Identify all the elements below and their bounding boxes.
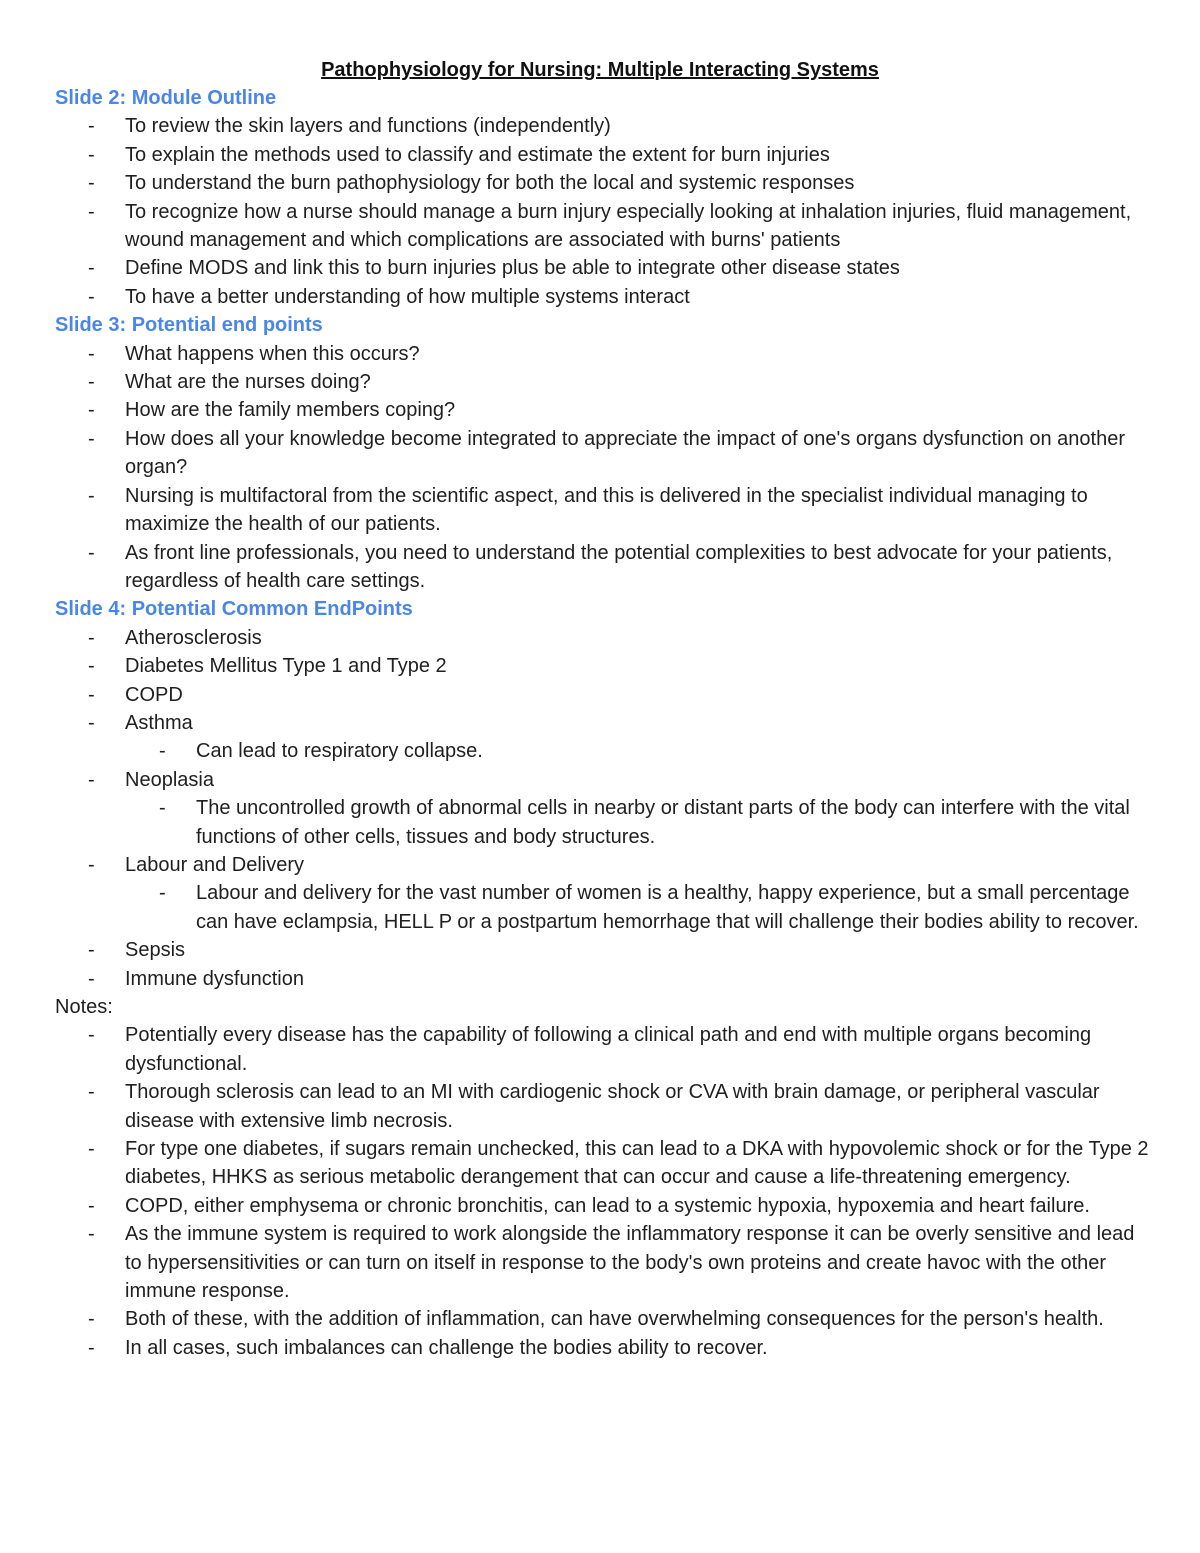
sub-list-item-text: Labour and delivery for the vast number of women is a healthy, happy experience, but a small percentage can have eclampsia, HELL P or a postpartum hemorrhage that will challenge their bodies ability to recover. — [196, 882, 1139, 933]
notes-list — [55, 1021, 1155, 1362]
list-item — [55, 425, 1155, 482]
section-slide-4 — [55, 595, 1155, 993]
list-item-text: Diabetes Mellitus Type 1 and Type 2 — [125, 655, 447, 678]
slide-3-heading: Slide 3: Potential end points — [55, 314, 323, 337]
list-item-text: How does all your knowledge become integrated to appreciate the impact of one's organs dysfunction on another organ? — [125, 427, 1125, 479]
bullet-dash: - — [88, 1024, 95, 1047]
bullet-dash: - — [88, 484, 95, 507]
list-item — [55, 1192, 1155, 1220]
list-item-text: What happens when this occurs? — [125, 342, 420, 365]
list-item-text: COPD — [125, 683, 183, 706]
list-item — [55, 112, 1155, 140]
bullet-dash: - — [88, 371, 95, 394]
bullet-dash: - — [88, 541, 95, 564]
list-item-text: Labour and Delivery — [125, 853, 304, 876]
section-notes — [55, 993, 1155, 1362]
list-item-text: Sepsis — [125, 939, 186, 962]
list-item — [55, 1135, 1155, 1192]
list-item — [55, 965, 1155, 993]
slide-2-heading: Slide 2: Module Outline — [55, 87, 277, 109]
list-item-text: Nursing is multifactoral from the scientific aspect, and this is delivered in the specialist individual managing to maximize the health of our patients. — [125, 484, 1088, 536]
bullet-dash: - — [88, 967, 95, 990]
list-item — [55, 709, 1155, 766]
section-slide-3 — [55, 311, 1155, 595]
list-item-text: Both of these, with the addition of inflammation, can have overwhelming consequences for the person's health. — [125, 1308, 1104, 1331]
list-item — [55, 368, 1155, 396]
list-item — [55, 766, 1155, 851]
bullet-dash: - — [88, 342, 95, 365]
list-item-text: Atherosclerosis — [125, 626, 262, 649]
list-item — [55, 1220, 1155, 1305]
list-item — [55, 1334, 1155, 1362]
sub-list-item — [125, 879, 1155, 936]
list-item-text: To have a better understanding of how multiple systems interact — [125, 285, 690, 308]
list-item-text: As front line professionals, you need to understand the potential complexities to best advocate for your patients, regardless of health care settings. — [125, 541, 1113, 592]
list-item-text: To review the skin layers and functions (independently) — [125, 115, 611, 138]
list-item — [55, 169, 1155, 197]
sub-list — [125, 737, 1155, 765]
section-slide-2 — [55, 84, 1155, 311]
bullet-dash: - — [88, 626, 95, 649]
list-item — [55, 340, 1155, 368]
list-item — [55, 1078, 1155, 1135]
bullet-dash: - — [88, 1308, 95, 1331]
list-item — [55, 396, 1155, 424]
bullet-dash: - — [88, 655, 95, 678]
bullet-dash: - — [88, 768, 95, 791]
document-title: Pathophysiology for Nursing: Multiple Interacting Systems — [321, 59, 879, 81]
list-item — [55, 539, 1155, 596]
list-item-text: Define MODS and link this to burn injuries plus be able to integrate other disease states — [125, 257, 900, 280]
sub-list-item-text: Can lead to respiratory collapse. — [196, 740, 483, 763]
sub-list-item — [125, 794, 1155, 851]
document-body — [55, 84, 1155, 1362]
notes-label: Notes: — [55, 996, 113, 1018]
bullet-dash: - — [88, 285, 95, 308]
list-item-text: COPD, either emphysema or chronic bronchitis, can lead to a systemic hypoxia, hypoxemia and heart failure. — [125, 1194, 1090, 1217]
bullet-dash: - — [159, 797, 166, 820]
list-item-text: What are the nurses doing? — [125, 371, 371, 394]
bullet-dash: - — [159, 740, 166, 763]
list-item — [55, 1305, 1155, 1333]
list-item-text: As the immune system is required to work alongside the inflammatory response it can be overly sensitive and lead to hypersensitivities or can turn on itself in response to the body's own proteins and create havoc with the other immune response. — [125, 1223, 1135, 1303]
list-item-text: Asthma — [125, 711, 193, 734]
bullet-dash: - — [88, 257, 95, 280]
bullet-dash: - — [88, 853, 95, 876]
bullet-dash: - — [88, 200, 95, 223]
list-item — [55, 141, 1155, 169]
slide-3-list — [55, 340, 1155, 596]
bullet-dash: - — [88, 143, 95, 166]
sub-list — [125, 879, 1155, 936]
list-item — [55, 283, 1155, 311]
list-item-text: Immune dysfunction — [125, 967, 304, 990]
bullet-dash: - — [88, 711, 95, 734]
list-item-text: To understand the burn pathophysiology for both the local and systemic responses — [125, 172, 855, 195]
list-item-text: Neoplasia — [125, 768, 214, 791]
list-item — [55, 851, 1155, 936]
bullet-dash: - — [159, 882, 166, 905]
list-item — [55, 198, 1155, 255]
slide-4-heading: Slide 4: Potential Common EndPoints — [55, 598, 413, 621]
sub-list-item-text: The uncontrolled growth of abnormal cells in nearby or distant parts of the body can interfere with the vital functions of other cells, tissues and body structures. — [196, 797, 1130, 848]
bullet-dash: - — [88, 399, 95, 422]
bullet-dash: - — [88, 939, 95, 962]
list-item-text: Thorough sclerosis can lead to an MI with cardiogenic shock or CVA with brain damage, or peripheral vascular disease with extensive limb necrosis. — [125, 1081, 1100, 1132]
sub-list-item — [125, 737, 1155, 765]
list-item-text: To explain the methods used to classify and estimate the extent for burn injuries — [125, 143, 830, 166]
slide-4-list — [55, 624, 1155, 993]
list-item — [55, 936, 1155, 964]
list-item — [55, 1021, 1155, 1078]
list-item — [55, 624, 1155, 652]
list-item-text: Potentially every disease has the capability of following a clinical path and end with multiple organs becoming dysfunctional. — [125, 1024, 1092, 1075]
bullet-dash: - — [88, 1194, 95, 1217]
list-item — [55, 482, 1155, 539]
bullet-dash: - — [88, 1081, 95, 1104]
bullet-dash: - — [88, 1223, 95, 1246]
bullet-dash: - — [88, 1336, 95, 1359]
list-item-text: To recognize how a nurse should manage a burn injury especially looking at inhalation injuries, fluid management, wound management and which complications are associated with burns' patients — [125, 200, 1132, 252]
bullet-dash: - — [88, 1138, 95, 1161]
bullet-dash: - — [88, 683, 95, 706]
bullet-dash: - — [88, 427, 95, 450]
list-item-text: In all cases, such imbalances can challenge the bodies ability to recover. — [125, 1336, 768, 1359]
list-item — [55, 254, 1155, 282]
list-item — [55, 681, 1155, 709]
sub-list — [125, 794, 1155, 851]
list-item-text: For type one diabetes, if sugars remain unchecked, this can lead to a DKA with hypovolemic shock or for the Type 2 diabetes, HHKS as serious metabolic derangement that can occur and cause a life-threatening emergency. — [125, 1138, 1149, 1189]
bullet-dash: - — [88, 172, 95, 195]
slide-2-list — [55, 112, 1155, 311]
list-item-text: How are the family members coping? — [125, 399, 456, 422]
bullet-dash: - — [88, 115, 95, 138]
list-item — [55, 652, 1155, 680]
